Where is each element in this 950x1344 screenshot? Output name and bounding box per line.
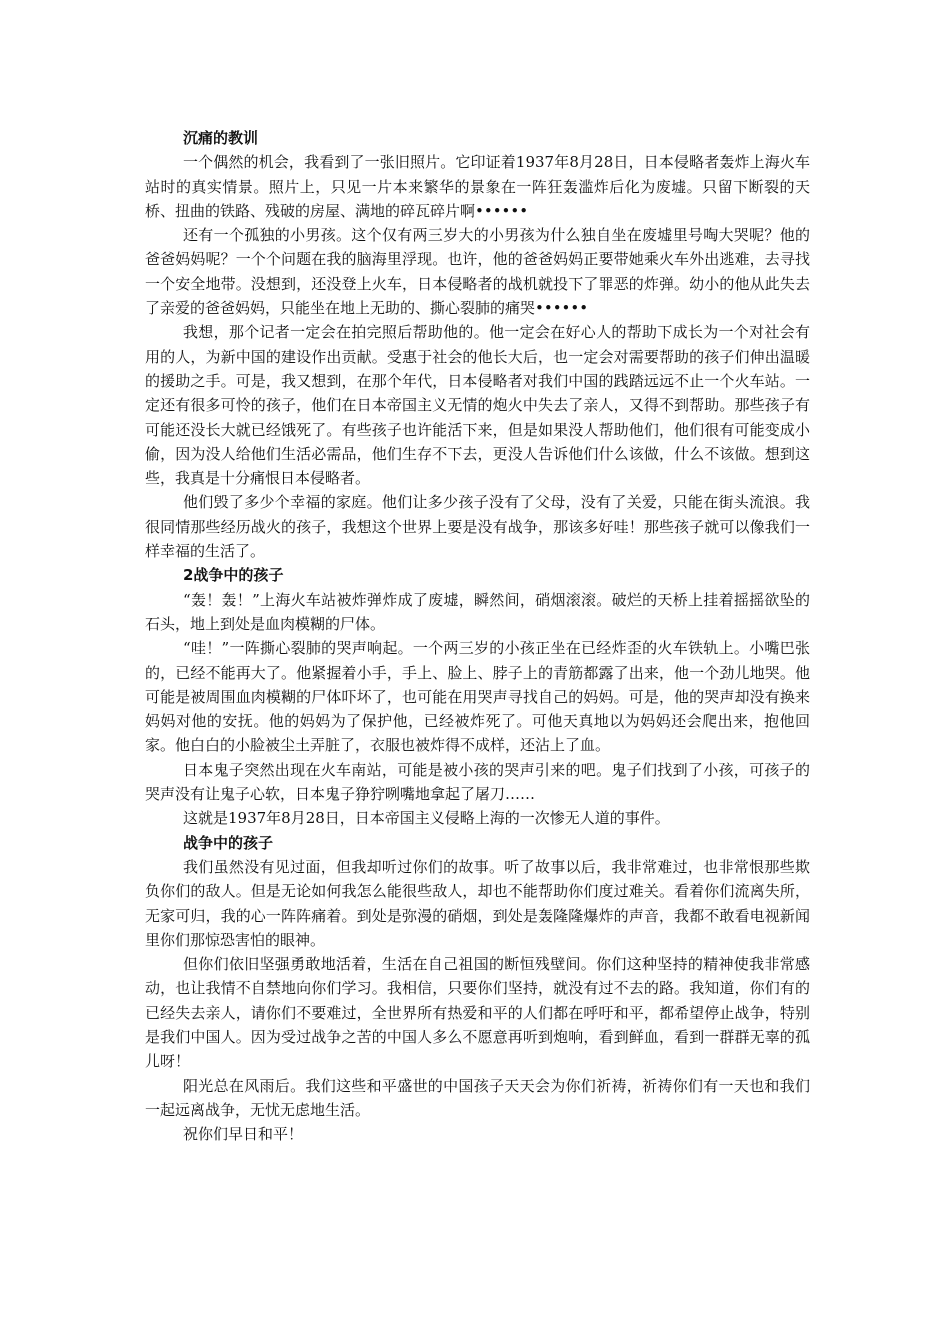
paragraph: “轰！轰！”上海火车站被炸弹炸成了废墟，瞬然间，硝烟滚滚。破烂的天桥上挂着摇摇欲坠的石头，地上到处是血肉模糊的尸体。 — [145, 590, 810, 633]
paragraph: 还有一个孤独的小男孩。这个仅有两三岁大的小男孩为什么独自坐在废墟里号啕大哭呢？他的爸爸妈妈呢？一个个问题在我的脑海里浮现。也许，他的爸爸妈妈正要带她乘火车外出逃难，去寻找一个安全地带。没想到，还没登上火车，日本侵略者的战机就投下了罪恶的炸弹。幼小的他从此失去了亲爱的爸爸妈妈，只能坐在地上无助的、撕心裂肺的痛哭•••••• — [145, 226, 810, 318]
document-page — [145, 126, 810, 1146]
section-title: 沉痛的教训 — [183, 129, 259, 147]
section-title: 2战争中的孩子 — [183, 566, 284, 585]
paragraph: 这就是1937年8月28日，日本帝国主义侵略上海的一次惨无人道的事件。 — [183, 809, 670, 828]
paragraph: 但你们依旧坚强勇敢地活着，生活在自己祖国的断恒残壁间。你们这种坚持的精神使我非常感动，也让我情不自禁地向你们学习。我相信，只要你们坚持，就没有过不去的路。我知道，你们有的已经失去亲人，请你们不要难过，全世界所有热爱和平的人们都在呼吁和平，都希望停止战争，特别是我们中国人。因为受过战争之苦的中国人多么不愿意再听到炮响，看到鲜血，看到一群群无辜的孤儿呀！ — [145, 955, 810, 1071]
paragraph: 一个偶然的机会，我看到了一张旧照片。它印证着1937年8月28日，日本侵略者轰炸上海火车站时的真实情景。照片上，只见一片本来繁华的景象在一阵狂轰滥炸后化为废墟。只留下断裂的天桥、扭曲的铁路、残破的房屋、满地的碎瓦碎片啊•••••• — [145, 153, 810, 220]
section-title: 战争中的孩子 — [183, 833, 274, 852]
paragraph: 我们虽然没有见过面，但我却听过你们的故事。听了故事以后，我非常难过，也非常恨那些欺负你们的敌人。但是无论如何我怎么能很些敌人，却也不能帮助你们度过难关。看着你们流离失所，无家可归，我的心一阵阵痛着。到处是弥漫的硝烟，到处是轰隆隆爆炸的声音，我都不敢看电视新闻里你们那惊恐害怕的眼神。 — [145, 857, 810, 949]
paragraph: 日本鬼子突然出现在火车南站，可能是被小孩的哭声引来的吧。鬼子们找到了小孩，可孩子的哭声没有让鬼子心软，日本鬼子狰狞咧嘴地拿起了屠刀…… — [145, 760, 810, 804]
paragraph: 阳光总在风雨后。我们这些和平盛世的中国孩子天天会为你们祈祷，祈祷你们有一天也和我们一起远离战争，无忧无虑地生活。 — [145, 1076, 810, 1119]
paragraph: 我想，那个记者一定会在拍完照后帮助他的。他一定会在好心人的帮助下成长为一个对社会有用的人，为新中国的建设作出贡献。受惠于社会的他长大后，也一定会对需要帮助的孩子们伸出温暖的援助之手。可是，我又想到，在那个年代，日本侵略者对我们中国的践踏远远不止一个火车站。一定还有很多可怜的孩子，他们在日本帝国主义无情的炮火中失去了亲人，又得不到帮助。那些孩子有可能还没长大就已经饿死了。有些孩子也许能活下来，但是如果没人帮助他们，他们很有可能变成小偷，因为没人给他们生活必需品，他们生存不下去，更没人告诉他们什么该做，什么不该做。想到这些，我真是十分痛恨日本侵略者。 — [145, 323, 810, 488]
paragraph: “哇！”一阵撕心裂肺的哭声响起。一个两三岁的小孩正坐在已经炸歪的火车铁轨上。小嘴巴张的，已经不能再大了。他紧握着小手，手上、脸上、脖子上的青筋都露了出来，他一个劲儿地哭。他可能是被周围血肉模糊的尸体吓坏了，也可能在用哭声寻找自己的妈妈。可是，他的哭声却没有换来妈妈对他的安抚。他的妈妈为了保护他，已经被炸死了。可他天真地以为妈妈还会爬出来，抱他回家。他白白的小脸被尘土弄脏了，衣服也被炸得不成样，还沾上了血。 — [145, 639, 810, 755]
paragraph: 他们毁了多少个幸福的家庭。他们让多少孩子没有了父母，没有了关爱，只能在街头流浪。我很同情那些经历战火的孩子，我想这个世界上要是没有战争，那该多好哇！那些孩子就可以像我们一样幸福的生活了。 — [145, 493, 810, 561]
paragraph: 祝你们早日和平！ — [183, 1125, 304, 1144]
